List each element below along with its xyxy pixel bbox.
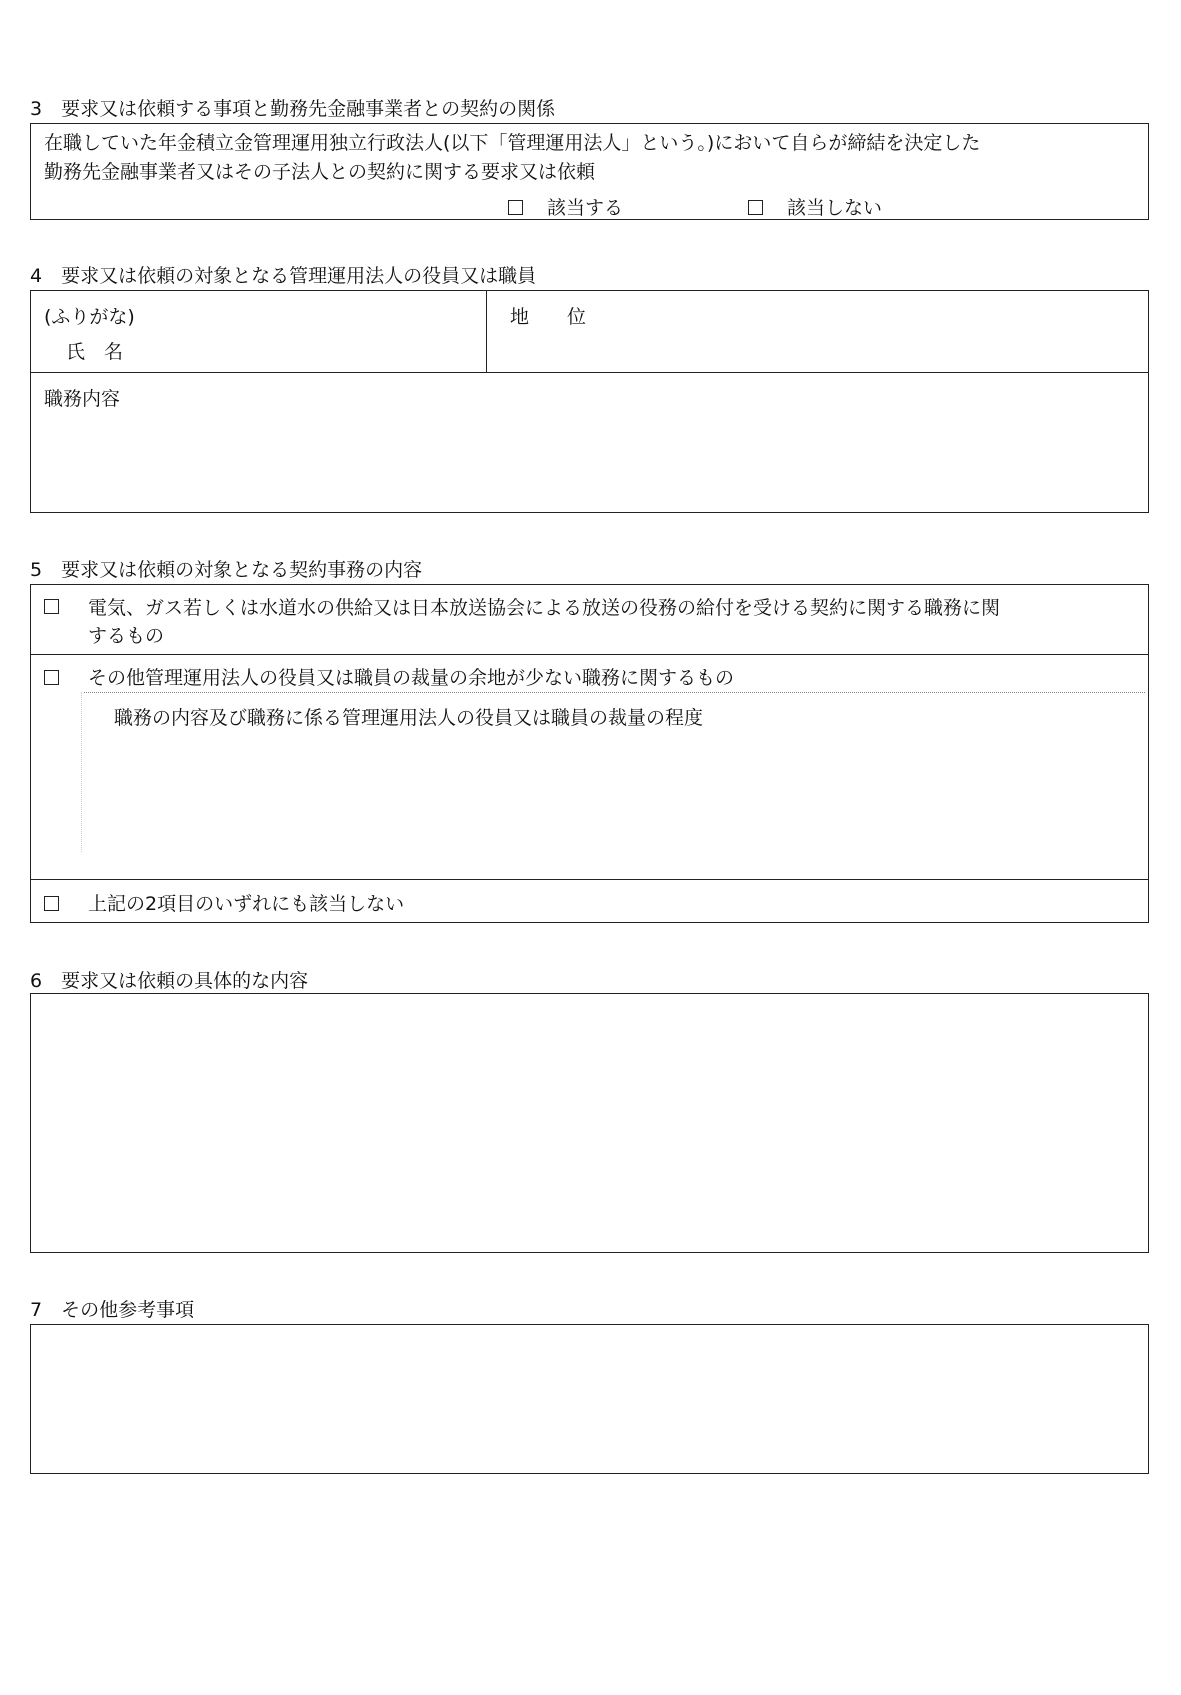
section6-heading: 6 要求又は依頼の具体的な内容 (30, 970, 309, 992)
option-utilities-line2: するもの (88, 625, 165, 647)
name-field[interactable] (90, 318, 480, 364)
other-notes-field[interactable] (30, 1324, 1149, 1474)
option-not-applicable-label: 該当しない (787, 197, 883, 219)
low-discretion-detail-field[interactable] (90, 732, 1140, 872)
divider (486, 290, 487, 372)
checkbox-low-discretion[interactable] (44, 667, 59, 689)
option-not-applicable[interactable] (748, 193, 882, 220)
low-discretion-detail-label: 職務の内容及び職務に係る管理運用法人の役員又は職員の裁量の程度 (114, 707, 704, 729)
request-details-field[interactable] (30, 993, 1149, 1253)
furigana-label: (ふりがな) (44, 306, 135, 328)
checkbox-not-applicable[interactable] (748, 200, 763, 215)
checkbox-utilities[interactable] (44, 596, 59, 618)
divider (30, 372, 1149, 373)
position-field[interactable] (600, 296, 1140, 366)
divider (30, 654, 1149, 655)
duties-label: 職務内容 (44, 388, 121, 410)
option-low-discretion: その他管理運用法人の役員又は職員の裁量の余地が少ない職務に関するもの (88, 667, 735, 689)
position-label: 地 位 (510, 306, 587, 328)
dotted-divider (81, 692, 82, 852)
divider (30, 879, 1149, 880)
section7-heading: 7 その他参考事項 (30, 1299, 195, 1321)
option-applicable-label: 該当する (547, 197, 624, 219)
dotted-divider (84, 692, 1145, 693)
option-none: 上記の2項目のいずれにも該当しない (88, 893, 405, 915)
name-label: 氏 名 (66, 341, 124, 363)
checkbox-none[interactable] (44, 893, 59, 915)
section3-text-line2: 勤務先金融事業者又はその子法人との契約に関する要求又は依頼 (44, 161, 596, 183)
duties-field[interactable] (40, 412, 1140, 507)
section5-heading: 5 要求又は依頼の対象となる契約事務の内容 (30, 559, 423, 581)
checkbox-applicable[interactable] (508, 200, 523, 215)
option-applicable[interactable] (508, 193, 623, 220)
section3-heading: 3 要求又は依頼する事項と勤務先金融事業者との契約の関係 (30, 98, 556, 120)
section4-heading: 4 要求又は依頼の対象となる管理運用法人の役員又は職員 (30, 265, 537, 287)
section3-text-line1: 在職していた年金積立金管理運用独立行政法人(以下「管理運用法人」という。)において自らが締結を決定した (44, 132, 981, 154)
option-utilities-line1: 電気、ガス若しくは水道水の供給又は日本放送協会による放送の役務の給付を受ける契約に関する職務に関 (88, 597, 1001, 619)
